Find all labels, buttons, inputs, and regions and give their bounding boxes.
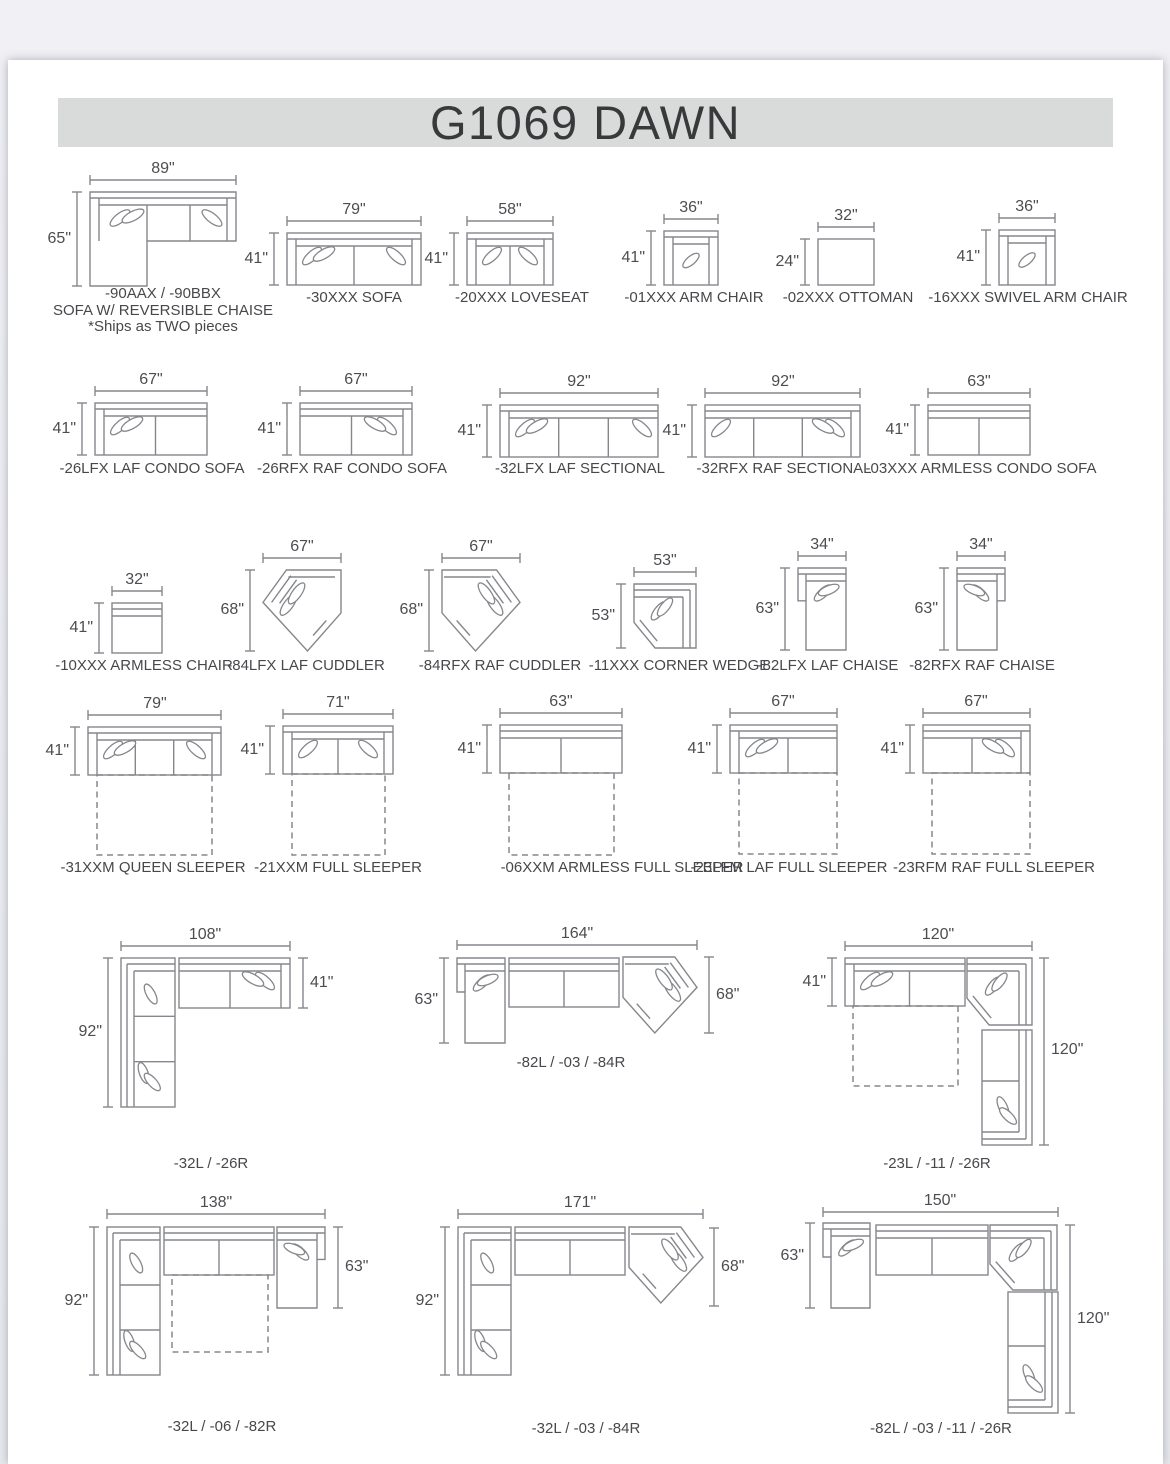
dimension-label-left: 63" — [780, 1247, 804, 1264]
dimension-label-top: 67" — [964, 693, 988, 710]
dimension-label-left: 41" — [457, 422, 481, 439]
dimension-label-left: 41" — [457, 740, 481, 757]
dimension-label-top: 67" — [344, 371, 368, 388]
product-caption-line: -30XXX SOFA — [306, 289, 402, 306]
product-caption-line: -02XXX OTTOMAN — [782, 289, 914, 306]
product-caption-line: -21XXM FULL SLEEPER — [254, 859, 422, 876]
product-caption-line: -90AAX / -90BBX — [105, 285, 221, 302]
dimension-label-left: 92" — [415, 1292, 439, 1309]
dimension-label-top: 120" — [921, 926, 955, 943]
product-caption-line: -03XXX ARMLESS CONDO SOFA — [865, 460, 1097, 477]
product-caption — [55, 658, 233, 675]
dimension-label-left: 41" — [244, 250, 268, 267]
product-caption-line: SOFA W/ REVERSIBLE CHAISE — [52, 301, 274, 319]
product-caption-line: -23L / -11 / -26R — [883, 1155, 991, 1172]
dimension-label-top: 171" — [563, 1194, 597, 1211]
product-caption-line: -23LFM LAF FULL SLEEPER — [690, 859, 888, 876]
dimension-label-left: 41" — [662, 422, 686, 439]
dimension-label-top: 34" — [969, 536, 993, 553]
product-caption — [870, 1421, 1012, 1438]
product-caption-line: -82L / -03 / -84R — [516, 1054, 626, 1071]
dimension-label-left: 41" — [687, 740, 711, 757]
dimension-label-top: 67" — [139, 371, 163, 388]
product-caption-line: -32L / -03 / -84R — [531, 1420, 641, 1437]
product-caption — [59, 461, 244, 478]
dimension-label-top: 53" — [653, 552, 677, 569]
product-caption — [866, 461, 1097, 478]
product-caption-line: -32RFX RAF SECTIONAL — [696, 460, 872, 477]
product-caption-line: -84LFX LAF CUDDLER — [227, 657, 385, 674]
dimension-label-top: 32" — [125, 571, 149, 588]
dimension-label-left: 68" — [220, 601, 244, 618]
product-caption-line: -06XXM ARMLESS FULL SLEEPER — [500, 859, 744, 876]
dimension-label-top: 108" — [188, 926, 222, 943]
dimension-label-top: 150" — [923, 1192, 957, 1209]
dimension-label-top: 34" — [810, 536, 834, 553]
product-caption — [690, 860, 887, 877]
dimension-label-right: 120" — [1051, 1041, 1084, 1058]
dimension-label-top: 67" — [290, 538, 314, 555]
dimension-label-right: 63" — [345, 1258, 369, 1275]
dimension-label-left: 63" — [914, 600, 938, 617]
product-caption — [624, 290, 763, 307]
dimension-label-top: 67" — [771, 693, 795, 710]
product-caption-line: -82LFX LAF CHAISE — [757, 657, 899, 674]
product-caption-line: -31XXM QUEEN SLEEPER — [60, 859, 246, 876]
product-caption — [928, 290, 1128, 307]
dimension-label-left: 92" — [64, 1292, 88, 1309]
dimension-label-right: 120" — [1077, 1310, 1110, 1327]
dimension-label-left: 41" — [880, 740, 904, 757]
product-caption-line: -01XXX ARM CHAIR — [624, 289, 764, 306]
dimension-label-top: 79" — [143, 695, 167, 712]
dimension-label-left: 53" — [591, 607, 615, 624]
product-caption — [696, 461, 871, 478]
product-caption-line: -32L / -26R — [173, 1155, 249, 1172]
product-caption-line: *Ships as TWO pieces — [88, 318, 238, 335]
product-caption — [517, 1055, 626, 1072]
product-caption-line: -10XXX ARMLESS CHAIR — [55, 657, 233, 674]
dimension-label-top: 58" — [498, 201, 522, 218]
dimension-label-left: 41" — [52, 420, 76, 437]
dimension-label-top: 32" — [834, 207, 858, 224]
dimension-label-top: 71" — [326, 694, 350, 711]
product-caption — [758, 658, 899, 675]
product-caption-line: -82L / -03 / -11 / -26R — [870, 1420, 1012, 1437]
product-caption — [227, 658, 385, 675]
dimension-label-top: 63" — [967, 373, 991, 390]
product-caption-line: -84RFX RAF CUDDLER — [418, 657, 582, 674]
product-caption-line: -26RFX RAF CONDO SOFA — [256, 460, 448, 477]
dimension-label-right: 41" — [310, 974, 334, 991]
dimension-label-left: 41" — [424, 250, 448, 267]
dimension-label-top: 36" — [679, 199, 703, 216]
product-caption — [257, 461, 447, 478]
product-caption — [419, 658, 582, 675]
product-caption — [893, 860, 1095, 877]
product-caption — [589, 658, 770, 675]
dimension-label-left: 41" — [802, 973, 826, 990]
dimension-label-left: 41" — [956, 248, 980, 265]
dimension-label-right: 68" — [716, 986, 740, 1003]
product-caption — [883, 1156, 991, 1173]
dimension-label-left: 63" — [755, 600, 779, 617]
dimension-label-left: 41" — [621, 249, 645, 266]
dimension-label-left: 68" — [399, 601, 423, 618]
dimension-label-right: 68" — [721, 1258, 745, 1275]
product-caption — [909, 658, 1055, 675]
dimension-label-left: 41" — [45, 742, 69, 759]
product-caption — [783, 290, 914, 307]
dimension-label-left: 41" — [69, 619, 93, 636]
product-caption-line: -20XXX LOVESEAT — [455, 289, 589, 306]
product-caption-line: -23RFM RAF FULL SLEEPER — [893, 859, 1095, 876]
dimension-label-top: 63" — [549, 693, 573, 710]
product-caption — [532, 1421, 641, 1438]
product-caption — [168, 1419, 277, 1436]
dimension-label-top: 92" — [567, 373, 591, 390]
product-caption-line: -16XXX SWIVEL ARM CHAIR — [928, 289, 1128, 306]
product-caption-line: -11XXX CORNER WEDGE — [588, 657, 770, 674]
dimension-label-top: 79" — [342, 201, 366, 218]
product-caption-line: -26LFX LAF CONDO SOFA — [59, 460, 245, 477]
product-caption — [254, 860, 422, 877]
dimension-label-left: 65" — [47, 230, 71, 247]
product-caption — [455, 290, 589, 307]
product-caption-line: -32L / -06 / -82R — [167, 1418, 277, 1435]
product-caption — [53, 286, 273, 336]
dimension-label-top: 92" — [771, 373, 795, 390]
dimension-label-left: 24" — [775, 253, 799, 270]
product-caption — [495, 461, 665, 478]
dimension-label-top: 36" — [1015, 198, 1039, 215]
dimension-label-top: 67" — [469, 538, 493, 555]
product-caption-line: -82RFX RAF CHAISE — [909, 657, 1055, 674]
product-caption — [306, 290, 402, 307]
dimension-label-top: 138" — [199, 1194, 233, 1211]
page-title: G1069 DAWN — [429, 96, 742, 149]
dimension-label-left: 92" — [78, 1023, 102, 1040]
dimension-label-top: 89" — [151, 160, 175, 177]
dimension-label-left: 41" — [885, 421, 909, 438]
product-caption — [174, 1156, 248, 1173]
dimension-label-left: 63" — [414, 991, 438, 1008]
dimension-label-left: 41" — [240, 741, 264, 758]
product-caption — [60, 860, 245, 877]
dimension-label-top: 164" — [560, 925, 594, 942]
dimension-label-left: 41" — [257, 420, 281, 437]
product-caption-line: -32LFX LAF SECTIONAL — [494, 460, 666, 477]
